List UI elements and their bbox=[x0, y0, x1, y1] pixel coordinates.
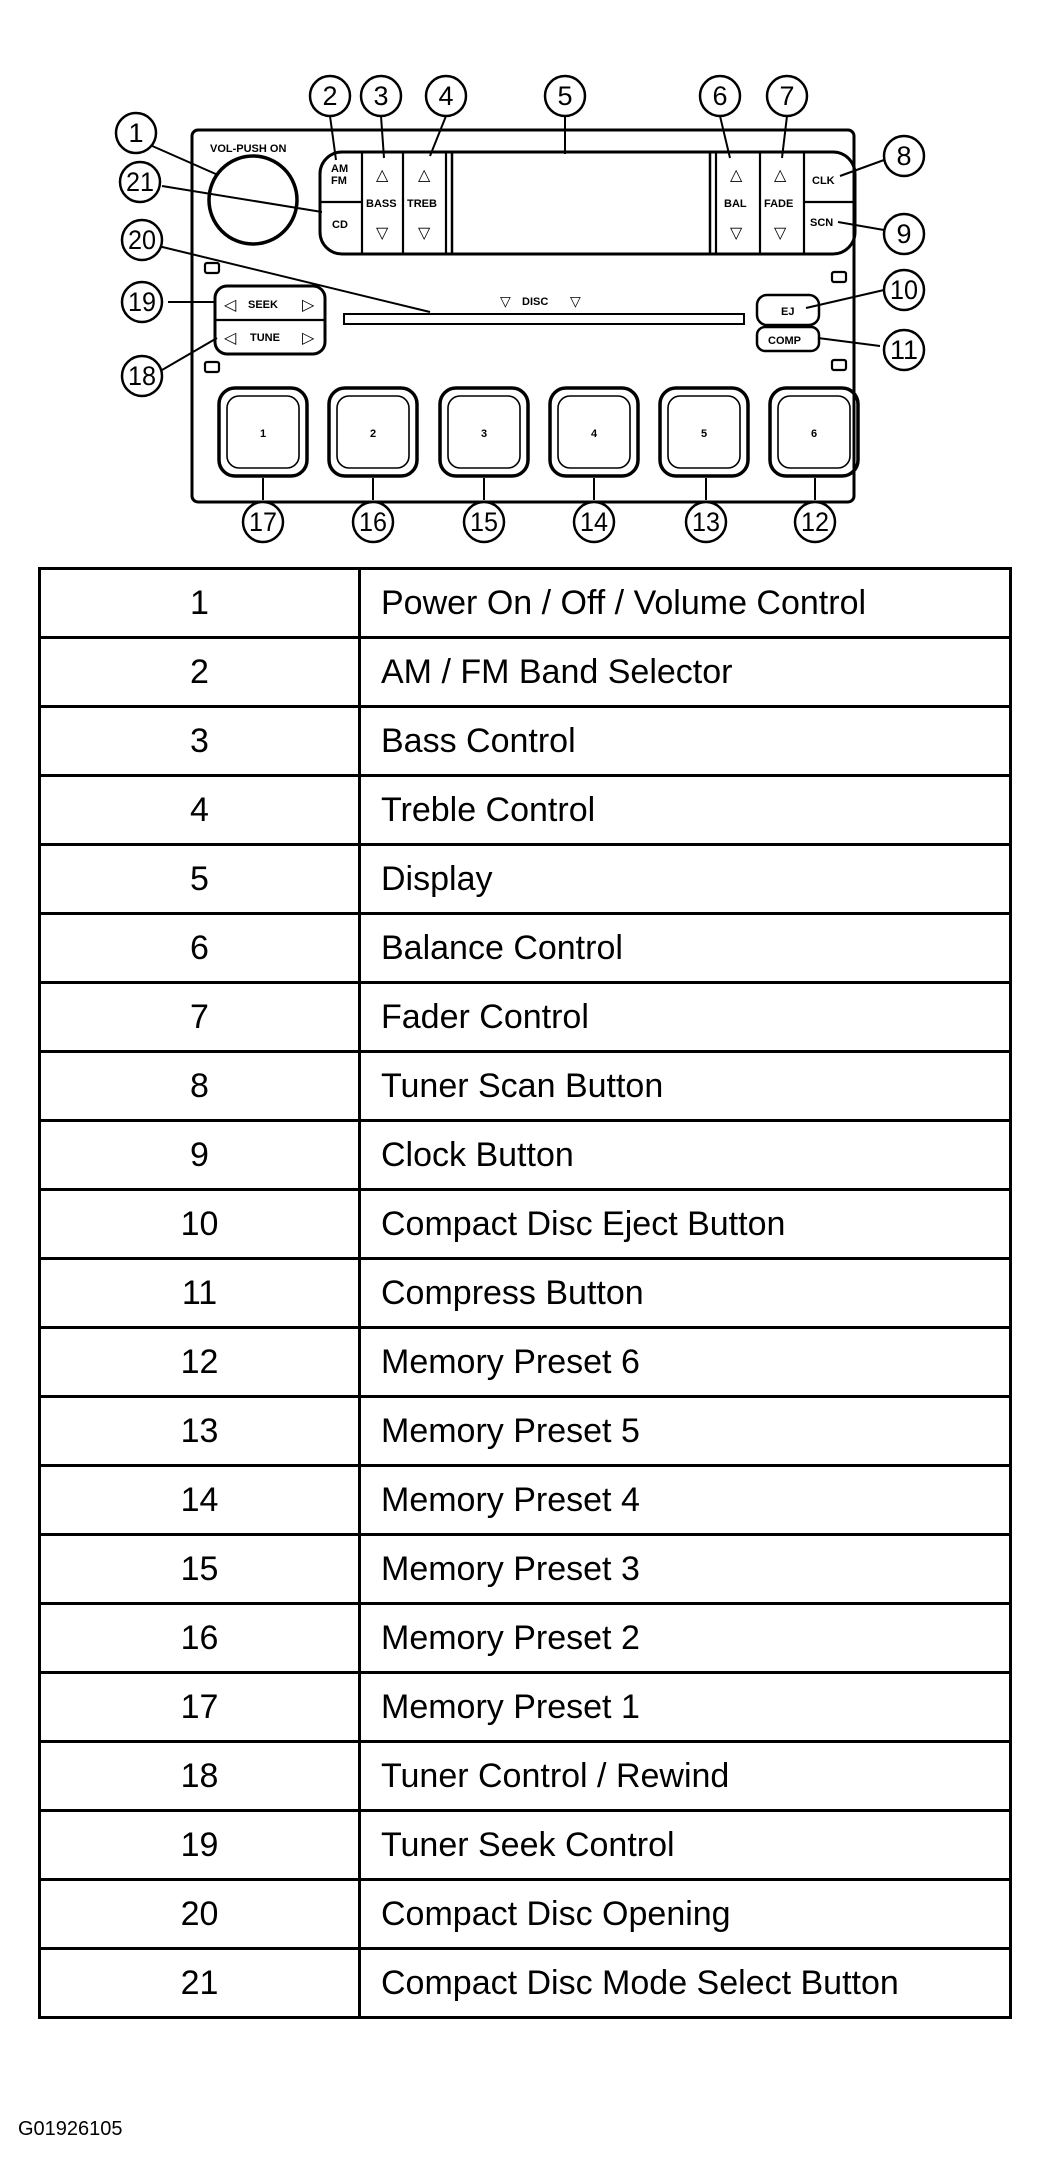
callout-number: 13 bbox=[692, 507, 720, 537]
tune-left-arrow: ◁ bbox=[224, 330, 237, 347]
scn-label: SCN bbox=[810, 217, 834, 229]
legend-number: 16 bbox=[40, 1604, 360, 1673]
callout-number: 20 bbox=[128, 225, 156, 255]
callout-number: 15 bbox=[470, 507, 498, 537]
bass-up-arrow: △ bbox=[376, 167, 389, 184]
legend-number: 1 bbox=[40, 569, 360, 638]
legend-description: Display bbox=[360, 845, 1011, 914]
legend-row bbox=[40, 1328, 1011, 1397]
legend-description: Bass Control bbox=[360, 707, 1011, 776]
radio-diagram bbox=[0, 0, 1044, 560]
tune-right-arrow: ▷ bbox=[302, 330, 315, 347]
legend-row bbox=[40, 1673, 1011, 1742]
callout-number: 6 bbox=[712, 81, 728, 111]
legend-description: Memory Preset 2 bbox=[360, 1604, 1011, 1673]
legend-description: Memory Preset 5 bbox=[360, 1397, 1011, 1466]
legend-row bbox=[40, 638, 1011, 707]
legend-description: Memory Preset 6 bbox=[360, 1328, 1011, 1397]
fade-up-arrow: △ bbox=[774, 167, 787, 184]
callout-number: 8 bbox=[896, 141, 912, 171]
treble-down-arrow: ▽ bbox=[418, 225, 431, 242]
legend-description: Tuner Control / Rewind bbox=[360, 1742, 1011, 1811]
legend-row bbox=[40, 1259, 1011, 1328]
radio-faceplate bbox=[192, 130, 854, 502]
callout-number: 1 bbox=[128, 118, 144, 148]
indicator-light bbox=[832, 272, 846, 282]
legend-row bbox=[40, 1742, 1011, 1811]
legend-number: 3 bbox=[40, 707, 360, 776]
legend-row bbox=[40, 914, 1011, 983]
legend-number: 10 bbox=[40, 1190, 360, 1259]
disc-left-arrow: ▽ bbox=[500, 293, 511, 309]
legend-number: 5 bbox=[40, 845, 360, 914]
preset-label: 3 bbox=[480, 428, 488, 440]
display-window bbox=[452, 152, 710, 254]
legend-row bbox=[40, 1880, 1011, 1949]
legend-number: 15 bbox=[40, 1535, 360, 1604]
indicator-light bbox=[205, 362, 219, 372]
legend-row bbox=[40, 1604, 1011, 1673]
preset-label: 1 bbox=[259, 428, 267, 440]
ej-label: EJ bbox=[781, 306, 795, 318]
callout-number: 16 bbox=[359, 507, 387, 537]
preset-label: 4 bbox=[590, 428, 598, 440]
legend-description: Treble Control bbox=[360, 776, 1011, 845]
legend-row bbox=[40, 1949, 1011, 2018]
callout-number: 3 bbox=[373, 81, 389, 111]
disc-label: DISC bbox=[522, 296, 549, 308]
legend-description: Balance Control bbox=[360, 914, 1011, 983]
callout-number: 7 bbox=[779, 81, 795, 111]
legend-number: 7 bbox=[40, 983, 360, 1052]
indicator-light bbox=[205, 263, 219, 273]
legend-description: Compact Disc Eject Button bbox=[360, 1190, 1011, 1259]
legend-number: 8 bbox=[40, 1052, 360, 1121]
legend-number: 21 bbox=[40, 1949, 360, 2018]
clk-label: CLK bbox=[812, 175, 835, 187]
legend-row bbox=[40, 1466, 1011, 1535]
legend-description: Tuner Scan Button bbox=[360, 1052, 1011, 1121]
seek-left-arrow: ◁ bbox=[224, 297, 237, 314]
callout-number: 9 bbox=[896, 219, 912, 249]
legend-row bbox=[40, 776, 1011, 845]
legend-table bbox=[38, 567, 1012, 2019]
legend-description: Memory Preset 4 bbox=[360, 1466, 1011, 1535]
figure-id: G01926105 bbox=[18, 2118, 123, 2140]
legend-row bbox=[40, 1121, 1011, 1190]
seek-label: SEEK bbox=[248, 299, 278, 311]
legend-row bbox=[40, 1811, 1011, 1880]
callout-number: 19 bbox=[128, 287, 156, 317]
legend-description: AM / FM Band Selector bbox=[360, 638, 1011, 707]
callout-number: 5 bbox=[557, 81, 573, 111]
legend-row bbox=[40, 707, 1011, 776]
legend-row bbox=[40, 1190, 1011, 1259]
tune-label: TUNE bbox=[250, 332, 280, 344]
legend-description: Compress Button bbox=[360, 1259, 1011, 1328]
legend-description: Compact Disc Opening bbox=[360, 1880, 1011, 1949]
legend-description: Compact Disc Mode Select Button bbox=[360, 1949, 1011, 2018]
seek-right-arrow: ▷ bbox=[302, 297, 315, 314]
legend-row bbox=[40, 1397, 1011, 1466]
legend-row bbox=[40, 569, 1011, 638]
legend-row bbox=[40, 983, 1011, 1052]
legend-number: 19 bbox=[40, 1811, 360, 1880]
preset-label: 5 bbox=[700, 428, 708, 440]
legend-number: 13 bbox=[40, 1397, 360, 1466]
fm-label: FM bbox=[331, 175, 347, 187]
callout-number: 10 bbox=[890, 275, 918, 305]
legend-description: Memory Preset 3 bbox=[360, 1535, 1011, 1604]
fade-down-arrow: ▽ bbox=[774, 225, 787, 242]
legend-number: 11 bbox=[40, 1259, 360, 1328]
legend-number: 18 bbox=[40, 1742, 360, 1811]
indicator-light bbox=[832, 360, 846, 370]
preset-label: 2 bbox=[369, 428, 377, 440]
treble-label: TREB bbox=[407, 198, 437, 210]
preset-label: 6 bbox=[810, 428, 818, 440]
cd-slot bbox=[344, 314, 744, 324]
legend-description: Tuner Seek Control bbox=[360, 1811, 1011, 1880]
legend-number: 17 bbox=[40, 1673, 360, 1742]
balance-down-arrow: ▽ bbox=[730, 225, 743, 242]
bass-down-arrow: ▽ bbox=[376, 225, 389, 242]
callout-number: 18 bbox=[128, 361, 156, 391]
legend-number: 6 bbox=[40, 914, 360, 983]
legend-description: Power On / Off / Volume Control bbox=[360, 569, 1011, 638]
callout-number: 11 bbox=[890, 335, 918, 365]
vol-push-on-label: VOL-PUSH ON bbox=[210, 143, 287, 155]
legend-number: 20 bbox=[40, 1880, 360, 1949]
callout-number: 4 bbox=[438, 81, 454, 111]
legend-row bbox=[40, 845, 1011, 914]
preset-buttons bbox=[219, 388, 858, 476]
legend-description: Fader Control bbox=[360, 983, 1011, 1052]
legend-number: 12 bbox=[40, 1328, 360, 1397]
balance-up-arrow: △ bbox=[730, 167, 743, 184]
callout-number: 12 bbox=[801, 507, 829, 537]
legend-row bbox=[40, 1052, 1011, 1121]
callout-number: 2 bbox=[322, 81, 338, 111]
comp-label: COMP bbox=[768, 335, 801, 347]
bass-label: BASS bbox=[366, 198, 397, 210]
legend-description: Memory Preset 1 bbox=[360, 1673, 1011, 1742]
callout-number: 17 bbox=[249, 507, 277, 537]
treble-up-arrow: △ bbox=[418, 167, 431, 184]
cd-label: CD bbox=[332, 219, 348, 231]
legend-number: 14 bbox=[40, 1466, 360, 1535]
balance-label: BAL bbox=[724, 198, 747, 210]
disc-right-arrow: ▽ bbox=[570, 293, 581, 309]
fade-label: FADE bbox=[764, 198, 794, 210]
legend-row bbox=[40, 1535, 1011, 1604]
callout-number: 14 bbox=[580, 507, 608, 537]
callout-number: 21 bbox=[126, 167, 154, 197]
am-label: AM bbox=[331, 163, 349, 175]
legend-number: 2 bbox=[40, 638, 360, 707]
legend-number: 4 bbox=[40, 776, 360, 845]
legend-number: 9 bbox=[40, 1121, 360, 1190]
legend-description: Clock Button bbox=[360, 1121, 1011, 1190]
